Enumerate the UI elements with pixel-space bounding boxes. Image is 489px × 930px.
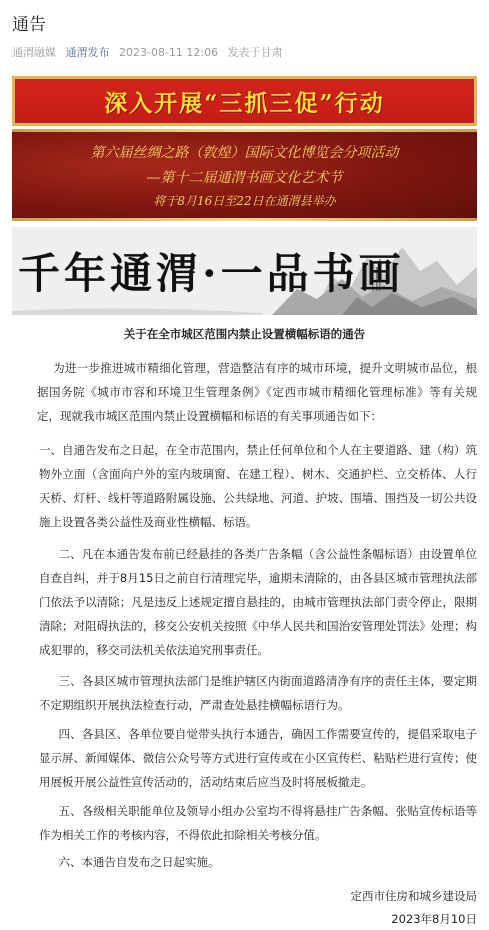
festival-banner	[12, 129, 477, 221]
notice-intro: 为进一步推进城市精细化管理，营造整洁有序的城市环境，提升文明城市品位，根据国务院《城市市容和环境卫生管理条例》《定西市城市精细化管理标准》等有关规定，现就我市城区范围内禁止设置横幅和标语的有关事项通告如下：	[37, 361, 477, 423]
source-label: 通渭融媒	[12, 46, 56, 59]
festival-line-2: —第十二届通渭书画文化艺术节	[146, 169, 343, 186]
calligraphy-banner-text: 千年通渭·一品书画	[18, 249, 405, 298]
campaign-banner-text: 深入开展“三抓三促”行动	[104, 89, 385, 117]
festival-line-1: 第六届丝绸之路（敦煌）国际文化博览会分项活动	[90, 144, 399, 161]
banner-bottom-stripe	[12, 218, 477, 221]
notice-item-5: 五、各级相关职能单位及领导小组办公室均不得将悬挂广告条幅、张贴宣传标语等作为相关工作的考核内容，不得依此扣除相关考核分值。	[39, 804, 477, 842]
notice-item-1: 一、自通告发布之日起，在全市范围内，禁止任何单位和个人在主要道路、建（构）筑物外立面（含面向户外的室内玻璃窗、在建工程）、树木、交通护栏、立交桥体、人行天桥、灯杆、线杆等道路附属设施、公共绿地、河道、护坡、围墙、围挡及一切公共设施上设置各类公益性及商业性横幅、标语。	[39, 443, 477, 529]
campaign-banner	[12, 76, 477, 126]
banner-top-stripe	[12, 129, 477, 132]
notice-item-2: 二、凡在本通告发布前已经悬挂的各类广告条幅（含公益性条幅标语）由设置单位自查自纠，并于8月15日之前自行清理完毕，逾期未清除的，由各县区城市管理执法部门依法予以清除；凡是违反上述规定擅自悬挂的，由城市管理执法部门责令停止，限期清除；对阻碍执法的，移交公安机关按照《中华人民共和国治安管理处罚法》处理；构成犯罪的，移交司法机关依法追究刑事责任。	[39, 547, 477, 657]
signature-org: 定西市住房和城乡建设局	[350, 889, 477, 903]
signature-date: 2023年8月10日	[391, 912, 477, 926]
article-meta	[12, 44, 289, 60]
calligraphy-banner	[12, 227, 477, 315]
publish-location: 发表于甘肃	[227, 46, 283, 59]
notice-item-3: 三、各县区城市管理执法部门是维护辖区内街面道路清净有序的责任主体，要定期不定期组织开展执法检查行动，严肃查处悬挂横幅标语行为。	[39, 674, 477, 712]
publish-datetime: 2023-08-11 12:06	[119, 46, 219, 59]
notice-title: 关于在全市城区范围内禁止设置横幅标语的通告	[123, 327, 366, 341]
page-title: 通告	[12, 15, 46, 35]
notice-item-6: 六、本通告自发布之日起实施。	[58, 855, 220, 869]
notice-item-4: 四、各县区、各单位要自觉带头执行本通告，确因工作需要宣传的，提倡采取电子显示屏、新闻媒体、微信公众号等方式进行宣传或在小区宣传栏、粘贴栏进行宣传；使用展板开展公益性宣传活动的，活动结束后应当及时将展板撤走。	[39, 727, 477, 789]
account-link[interactable]: 通渭发布	[65, 46, 110, 59]
festival-line-3: 将于8月16日至22日在通渭县举办	[153, 193, 336, 208]
